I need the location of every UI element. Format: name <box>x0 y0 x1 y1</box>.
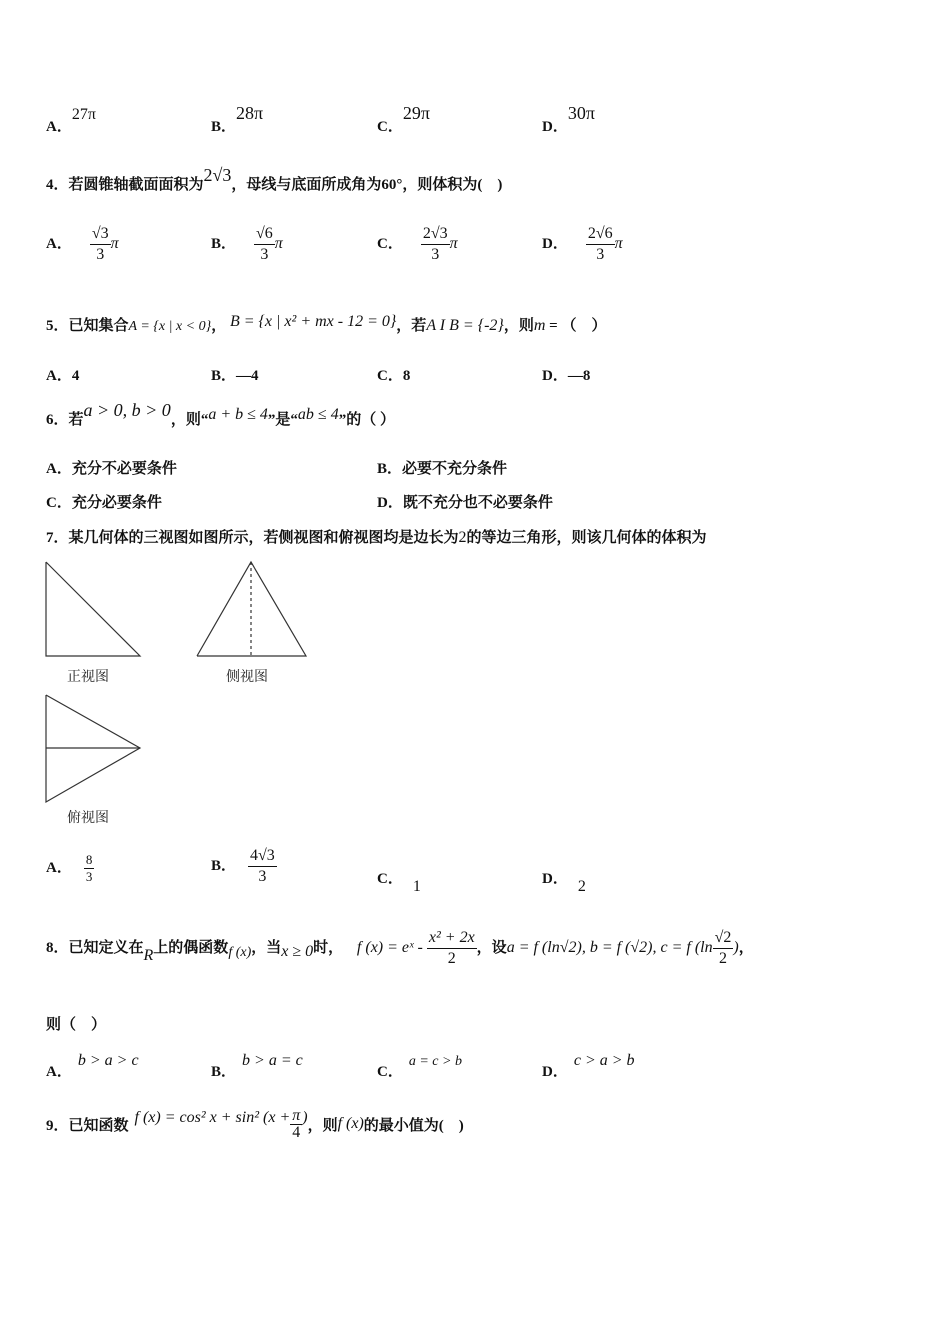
q6-option-c: C．充分必要条件 <box>46 495 162 511</box>
q7-option-b: B． $\frac{4√3}{3}$ <box>211 847 275 885</box>
q6-stem: 6．若a > 0, b > 0，则“a + b ≤ 4”是“ab ≤ 4”的（ ） <box>46 400 395 428</box>
q7-option-a: A． $\frac{8}{3}$ <box>46 852 93 884</box>
q4-option-d: D． $\frac{2√6}{3}$ π <box>542 225 623 263</box>
q4-option-b: B． $\frac{√6}{3}$ π <box>211 225 283 263</box>
q8-option-b: B．b > a = c <box>211 1052 303 1080</box>
q8-option-c: C．a = c > b <box>377 1054 462 1080</box>
q5-option-b: B．—4 <box>211 368 259 384</box>
q8-stem-line2: 则（ ） <box>46 1017 107 1033</box>
q5-option-c: C．8 <box>377 368 411 384</box>
q3-option-c-value: 29π <box>402 103 430 123</box>
q3-option-c: C．29π <box>377 103 430 135</box>
q7-option-d: D． 2 <box>542 871 586 895</box>
top-view-label: 俯视图 <box>67 810 109 826</box>
front-view-label: 正视图 <box>67 669 109 685</box>
front-view-figure <box>40 558 150 662</box>
q6-option-d: D．既不充分也不必要条件 <box>377 495 553 511</box>
q3-option-d: D．30π <box>542 103 595 135</box>
q5-stem: 5．已知集合A = {x | x < 0}， B = {x | x² + mx - 12 = 0}，若A I B = {-2}，则m = （ ） <box>46 313 607 334</box>
q6-option-a: A．充分不必要条件 <box>46 461 177 477</box>
q6-option-b: B．必要不充分条件 <box>377 461 508 477</box>
side-view-label: 侧视图 <box>226 669 268 685</box>
q8-option-a: A．b > a > c <box>46 1052 139 1080</box>
q3-option-a: A．27π <box>46 106 96 135</box>
top-view-figure <box>40 690 150 810</box>
q3-option-b: B．28π <box>211 103 264 135</box>
q7-stem: 7．某几何体的三视图如图所示，若侧视图和俯视图均是边长为2的等边三角形，则该几何体的体积为 <box>46 529 707 546</box>
q5-option-a: A．4 <box>46 368 80 384</box>
q3-option-d-value: 30π <box>567 103 595 123</box>
front-view-triangle <box>46 562 140 656</box>
q3-option-b-value: 28π <box>236 103 264 123</box>
q8-option-d: D．c > a > b <box>542 1052 635 1080</box>
q4-option-c: C． $\frac{2√3}{3}$ π <box>377 225 458 263</box>
q9-stem: 9．已知函数 f (x) = cos² x + sin² (x + $\frac{\pi}{4}$ )，则f (x)的最小值为( ) <box>46 1107 464 1141</box>
q3-option-a-value: 27π <box>71 106 96 123</box>
q8-stem: 8．已知定义在R上的偶函数f (x)，当x ≥ 0时， f (x) = eˣ - $\frac{\text{x² + 2x}}{2}$ ，设a = f (ln√2), b = f (√2), c = f (ln $\frac{√2}{2}$ )， <box>46 929 754 967</box>
q7-option-c: C． 1 <box>377 871 421 895</box>
q5-option-d: D．—8 <box>542 368 591 384</box>
side-view-figure <box>192 558 312 662</box>
q4-stem: 4．若圆锥轴截面面积为2√3，母线与底面所成角为60°，则体积为( ) <box>46 165 503 193</box>
q4-option-a: A． $\frac{√3}{3}$ π <box>46 225 119 263</box>
